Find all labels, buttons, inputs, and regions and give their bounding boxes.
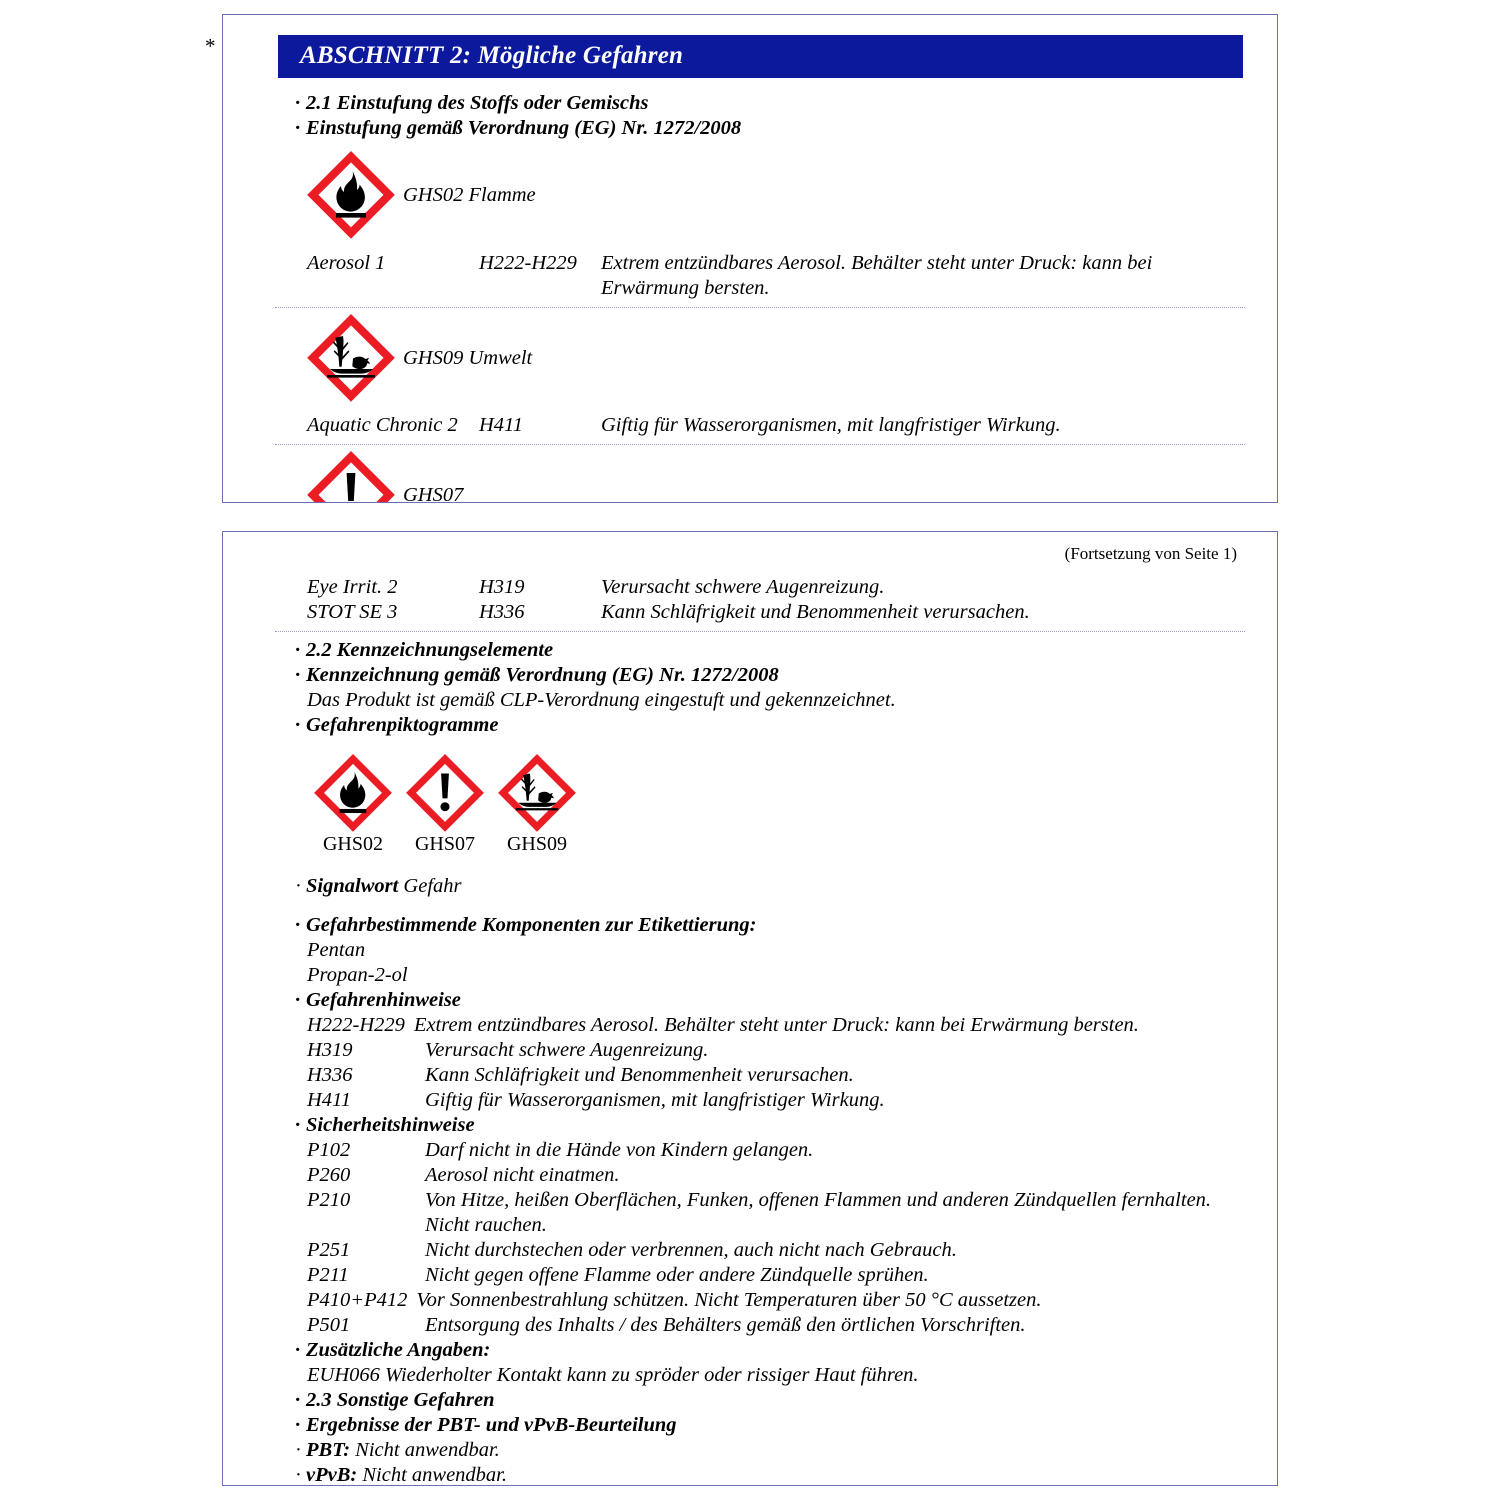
heading-2-2 [295,638,1255,663]
heading-pbt-results-label: Ergebnisse der PBT- und vPvB-Beurteilung [306,1414,677,1436]
signal-word-row [295,874,1255,899]
pbt-row [295,1438,1255,1463]
heading-precautionary-statements-label: Sicherheitshinweise [306,1114,475,1136]
heading-2-2-label: 2.2 Kennzeichnungselemente [306,639,554,661]
ghs02-flame-icon [314,754,392,832]
classification-row [307,413,1255,438]
pictogram-cell-ghs07 [399,754,491,856]
pictogram-caption: GHS09 [506,833,567,855]
heading-hazard-statements [295,988,1255,1013]
precautionary-statement-code: P210 [307,1189,351,1211]
bullet-dot: · [295,1414,301,1436]
classification-row [307,600,1255,625]
bullet-dot: · [295,914,301,936]
revision-asterisk-marker: * [205,34,216,58]
pictogram-line-ghs07 [307,451,1255,503]
section-banner-heading: ABSCHNITT 2: Mögliche Gefahren [278,35,1243,78]
hazard-statement-row [307,1063,1255,1088]
heading-pictograms [295,713,1255,738]
precautionary-statement-text: Vor Sonnenbestrahlung schützen. Nicht Temperaturen über 50 °C aussetzen. [416,1289,1042,1311]
heading-additional-info [295,1338,1255,1363]
precautionary-statement-row [307,1288,1255,1313]
classification-row-continuation [307,276,1255,301]
pictogram-caption: GHS02 [322,833,383,855]
heading-hazard-components-label: Gefahrbestimmende Komponenten zur Etikettierung: [306,914,757,936]
heading-precautionary-statements [295,1113,1255,1138]
classification-statement: Giftig für Wasserorganismen, mit langfristiger Wirkung. [601,414,1061,436]
precautionary-statement-row [307,1163,1255,1188]
heading-hazard-statements-label: Gefahrenhinweise [306,989,461,1011]
signal-word-value: Gefahr [403,875,462,897]
bullet-dot: · [295,639,301,661]
hazard-statement-code: H411 [307,1089,352,1111]
pictogram-group [307,754,1255,856]
precautionary-statement-code: P102 [307,1139,351,1161]
precautionary-statement-row [307,1263,1255,1288]
hazard-statement-code: H336 [307,1064,353,1086]
dead-tree-fish-glyph [498,754,576,832]
hazard-statement-text: Giftig für Wasserorganismen, mit langfristiger Wirkung. [425,1089,885,1111]
hazard-statement-text: Extrem entzündbares Aerosol. Behälter steht unter Druck: kann bei Erwärmung bersten. [413,1014,1139,1036]
page-two-content [223,544,1277,1486]
dead-tree-fish-glyph [307,314,395,402]
heading-pbt-results [295,1413,1255,1438]
vpvb-label: vPvB: [306,1464,358,1486]
ghs02-flame-icon [307,151,395,239]
heading-2-1 [295,91,1255,116]
additional-info-text: EUH066 Wiederholter Kontakt kann zu spröder oder rissiger Haut führen. [307,1364,919,1386]
hazard-statement-text: Kann Schläfrigkeit und Benommenheit verursachen. [425,1064,854,1086]
pictogram-cell-ghs09 [491,754,583,856]
heading-labelling-regulation [295,663,1255,688]
ghs09-label: GHS09 Umwelt [403,346,533,369]
classification-statement: Kann Schläfrigkeit und Benommenheit verursachen. [601,601,1030,623]
row-separator [275,444,1245,445]
classification-row [307,575,1255,600]
spacer [307,276,479,301]
classification-statement: Verursacht schwere Augenreizung. [601,576,885,598]
classification-row [307,251,1255,276]
row-separator [275,631,1245,632]
row-separator [275,307,1245,308]
precautionary-statement-text-line2: Nicht rauchen. [425,1214,547,1236]
classification-code: H319 [479,576,525,598]
page-one-content [223,35,1277,503]
heading-hazard-components [295,913,1255,938]
labelling-regulation-text: Das Produkt ist gemäß CLP-Verordnung eingestuft und gekennzeichnet. [307,689,896,711]
classification-code: H411 [479,414,524,436]
pictogram-caption: GHS07 [414,833,475,855]
bullet-dot: · [295,1439,302,1461]
hazard-statement-row [307,1088,1255,1113]
heading-additional-info-label: Zusätzliche Angaben: [306,1339,491,1361]
bullet-dot: · [295,875,302,897]
precautionary-statement-row [307,1138,1255,1163]
bullet-dot: · [295,989,301,1011]
pbt-value: Nicht anwendbar. [355,1439,500,1461]
hazard-component-item: Propan-2-ol [307,964,408,986]
precautionary-statement-code: P251 [307,1239,351,1261]
spacer [479,276,601,301]
classification-category: Aquatic Chronic 2 [307,414,458,436]
bullet-dot: · [295,1339,301,1361]
bullet-dot: · [295,1389,301,1411]
bullet-dot: · [295,1464,302,1486]
precautionary-statement-code: P410+P412 [307,1289,408,1311]
classification-code: H336 [479,601,525,623]
ghs09-environment-icon [498,754,576,832]
precautionary-statement-code: P501 [307,1314,351,1336]
hazard-statement-text: Verursacht schwere Augenreizung. [425,1039,709,1061]
classification-statement: Extrem entzündbares Aerosol. Behälter steht unter Druck: kann bei [601,252,1153,274]
ghs07-label: GHS07 [403,483,464,503]
hazard-component-item: Pentan [307,939,366,961]
pictogram-line-ghs02 [307,151,1255,239]
flame-glyph [314,754,392,832]
heading-2-3 [295,1388,1255,1413]
classification-code: H222-H229 [479,252,577,274]
classification-category: Eye Irrit. 2 [307,576,398,598]
heading-2-1-label: 2.1 Einstufung des Stoffs oder Gemischs [306,92,649,114]
precautionary-statement-text: Nicht gegen offene Flamme oder andere Zündquelle sprühen. [425,1264,929,1286]
exclamation-glyph [307,451,395,503]
heading-labelling-regulation-label: Kennzeichnung gemäß Verordnung (EG) Nr. 1272/2008 [306,664,779,686]
ghs02-label: GHS02 Flamme [403,183,536,206]
bullet-dot: · [295,92,301,114]
hazard-statement-row [307,1013,1255,1038]
ghs07-exclamation-icon [406,754,484,832]
classification-category: Aerosol 1 [307,252,386,274]
precautionary-statement-text: Darf nicht in die Hände von Kindern gelangen. [425,1139,814,1161]
precautionary-statement-text: Entsorgung des Inhalts / des Behälters gemäß den örtlichen Vorschriften. [425,1314,1026,1336]
bullet-dot: · [295,714,301,736]
signal-word-heading: Signalwort [306,875,399,897]
exclamation-glyph [406,754,484,832]
precautionary-statement-row-continuation [307,1213,1255,1238]
heading-2-3-label: 2.3 Sonstige Gefahren [306,1389,495,1411]
page-one [222,14,1278,503]
hazard-statement-row [307,1038,1255,1063]
precautionary-statement-row [307,1313,1255,1338]
classification-category: STOT SE 3 [307,601,398,623]
precautionary-statement-text: Aerosol nicht einatmen. [425,1164,620,1186]
bullet-dot: · [295,1114,301,1136]
heading-classification-regulation-label: Einstufung gemäß Verordnung (EG) Nr. 1272/2008 [306,117,742,139]
precautionary-statement-row [307,1188,1255,1213]
precautionary-statement-code: P211 [307,1264,349,1286]
spacer [307,1213,425,1238]
pictogram-line-ghs09 [307,314,1255,402]
vpvb-value: Nicht anwendbar. [362,1464,508,1486]
classification-statement-line2: Erwärmung bersten. [601,277,770,299]
precautionary-statement-row [307,1238,1255,1263]
precautionary-statement-text: Von Hitze, heißen Oberflächen, Funken, offenen Flammen und anderen Zündquellen fernhalten. [425,1189,1212,1211]
pictogram-cell-ghs02 [307,754,399,856]
hazard-statement-code: H222-H229 [307,1014,405,1036]
precautionary-statement-code: P260 [307,1164,351,1186]
heading-classification-regulation [295,116,1255,141]
bullet-dot: · [295,117,301,139]
precautionary-statement-text: Nicht durchstechen oder verbrennen, auch nicht nach Gebrauch. [425,1239,957,1261]
ghs07-exclamation-icon [307,451,395,503]
hazard-statement-code: H319 [307,1039,353,1061]
ghs09-environment-icon [307,314,395,402]
continuation-note: (Fortsetzung von Seite 1) [1064,544,1237,563]
vpvb-row [295,1463,1255,1486]
page-two [222,531,1278,1486]
flame-glyph [307,151,395,239]
bullet-dot: · [295,664,301,686]
heading-pictograms-label: Gefahrenpiktogramme [306,714,499,736]
pbt-label: PBT: [306,1439,351,1461]
